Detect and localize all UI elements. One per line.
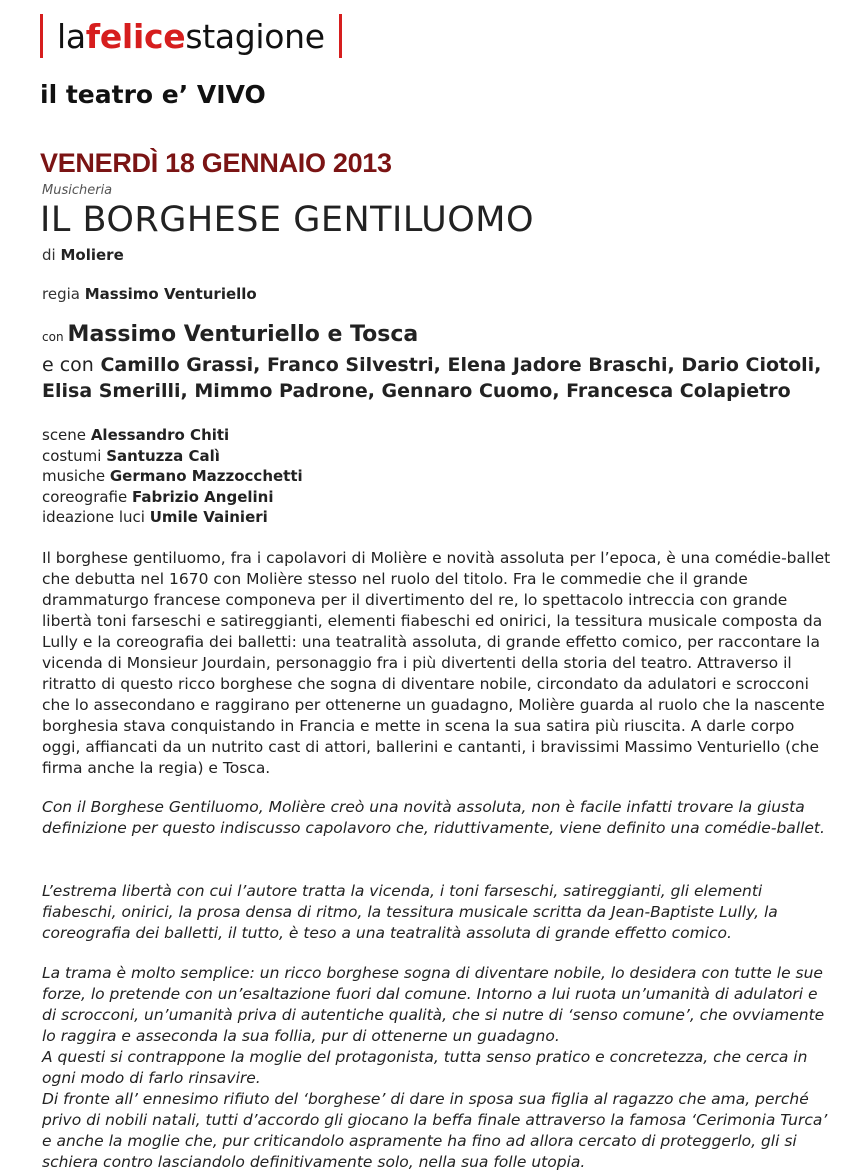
cast2-prefix: e con [42, 354, 94, 376]
credit-role: ideazione luci [42, 508, 145, 526]
description-paragraph-3 [42, 881, 832, 944]
credit-role: costumi [42, 446, 102, 465]
subtitle: il teatro e’ VIVO [40, 80, 266, 109]
credits-list [42, 425, 303, 528]
cast-prefix: con [42, 330, 64, 344]
paragraph-text: Con il Borghese Gentiluomo, Molière creò una novità assoluta, non è facile infatti trovare la giusta definizione per questo indiscusso capolavoro che, riduttivamente, viene definito una comédie-ballet. [42, 798, 825, 837]
credit-item [42, 425, 303, 446]
logo-bar-right [339, 14, 342, 58]
credit-name: Fabrizio Angelini [132, 487, 274, 506]
description-paragraph-1 [42, 548, 832, 779]
event-venue: Musicheria [42, 183, 113, 198]
logo [40, 14, 342, 58]
credit-role: coreografie [42, 487, 128, 506]
description-paragraph-2 [42, 797, 832, 839]
credit-item [42, 466, 303, 487]
paragraph-text: Il borghese gentiluomo, fra i capolavori di Molière e novità assoluta per l’epoca, è una comédie-ballet che debutta nel 1670 con Molière stesso nel ruolo del titolo. Fra le commedie che il grande drammaturgo francese componeva per il divertimento del re, lo spettacolo intreccia con grande libertà toni farseschi e satireggianti, elementi fiabeschi ed onirici, la tessitura musicale composta da Lully e la coreografia dei balletti: una teatralità assoluta, di grande effetto comico, per raccontare la vicenda di Monsieur Jourdain, personaggio fra i più divertenti della storia del teatro. Attraverso il ritratto di questo ricco borghese che sogna di diventare nobile, circondato da adulatori e scrocconi che lo assecondano e raggirano per ottenerne un guadagno, Molière guarda al ruolo che la nascente borghesia stava conquistando in Francia e mette in scena la sua satira più riuscita. A darle corpo oggi, affiancati da un nutrito cast di attori, ballerini e cantanti, i bravissimi Massimo Venturiello (che firma anche la regia) e Tosca. [42, 549, 831, 777]
logo-word-stagione: stagione [185, 16, 325, 56]
event-date: VENERDÌ 18 GENNAIO 2013 [40, 148, 392, 178]
event-title: IL BORGHESE GENTILUOMO [40, 200, 535, 240]
logo-word-felice: felice [85, 16, 186, 56]
description-paragraph-4 [42, 963, 832, 1173]
paragraph-text: La trama è molto semplice: un ricco borghese sogna di diventare nobile, lo desidera con tutte le sue forze, lo pretende con un’esaltazione fuori dal comune. Intorno a lui ruota un’umanità di adulatori e di scrocconi, un’umanità priva di autentiche qualità, che si nutre di ‘senso comune’, che ovviamente lo raggira e asseconda la sua follia, pur di ottenerne un guadagno. [42, 964, 825, 1045]
logo-bar-left [40, 14, 43, 58]
cast-supporting [42, 352, 842, 404]
credit-name: Umile Vainieri [149, 508, 268, 526]
credit-role: scene [42, 426, 87, 444]
paragraph-text: Di fronte all’ ennesimo rifiuto del ‘borghese’ di dare in sposa sua figlia al ragazzo che ama, perché privo di nobili natali, tutti d’accordo gli giocano la beffa finale attraverso la famosa ‘Cerimonia Turca’ e anche la moglie che, pur criticandolo aspramente ha fino ad allora cercato di proteggerlo, gli si schiera contro lasciandolo definitivamente solo, nella sua folle utopia. [42, 1090, 828, 1171]
credit-item [42, 507, 303, 528]
paragraph-text: L’estrema libertà con cui l’autore tratta la vicenda, i toni farseschi, satireggianti, gli elementi fiabeschi, onirici, la prosa densa di ritmo, la tessitura musicale scritta da Jean-Baptiste Lully, la coreografia dei balletti, il tutto, è teso a una teatralità assoluta di grande effetto comico. [42, 882, 778, 942]
author-line [42, 246, 124, 264]
cast2-line1: Camillo Grassi, Franco Silvestri, Elena Jadore Braschi, Dario Ciotoli, [100, 354, 822, 376]
author-name: Moliere [60, 246, 124, 264]
paragraph-text: A questi si contrappone la moglie del protagonista, tutta senso pratico e concretezza, che cerca in ogni modo di farlo rinsavire. [42, 1048, 808, 1087]
credit-item [42, 487, 303, 508]
cast-lead: Massimo Venturiello e Tosca [67, 322, 419, 347]
credit-name: Germano Mazzocchetti [109, 467, 303, 485]
logo-word-la: la [57, 16, 86, 56]
director-line [42, 285, 257, 303]
cast-lead-line [42, 322, 418, 347]
credit-name: Alessandro Chiti [90, 426, 230, 444]
director-name: Massimo Venturiello [84, 285, 257, 303]
credit-item [42, 446, 303, 467]
cast2-line2: Elisa Smerilli, Mimmo Padrone, Gennaro Cuomo, Francesca Colapietro [42, 380, 791, 402]
author-prefix: di [42, 246, 56, 264]
credit-role: musiche [42, 467, 106, 485]
director-prefix: regia [42, 285, 80, 303]
credit-name: Santuzza Calì [106, 446, 220, 465]
